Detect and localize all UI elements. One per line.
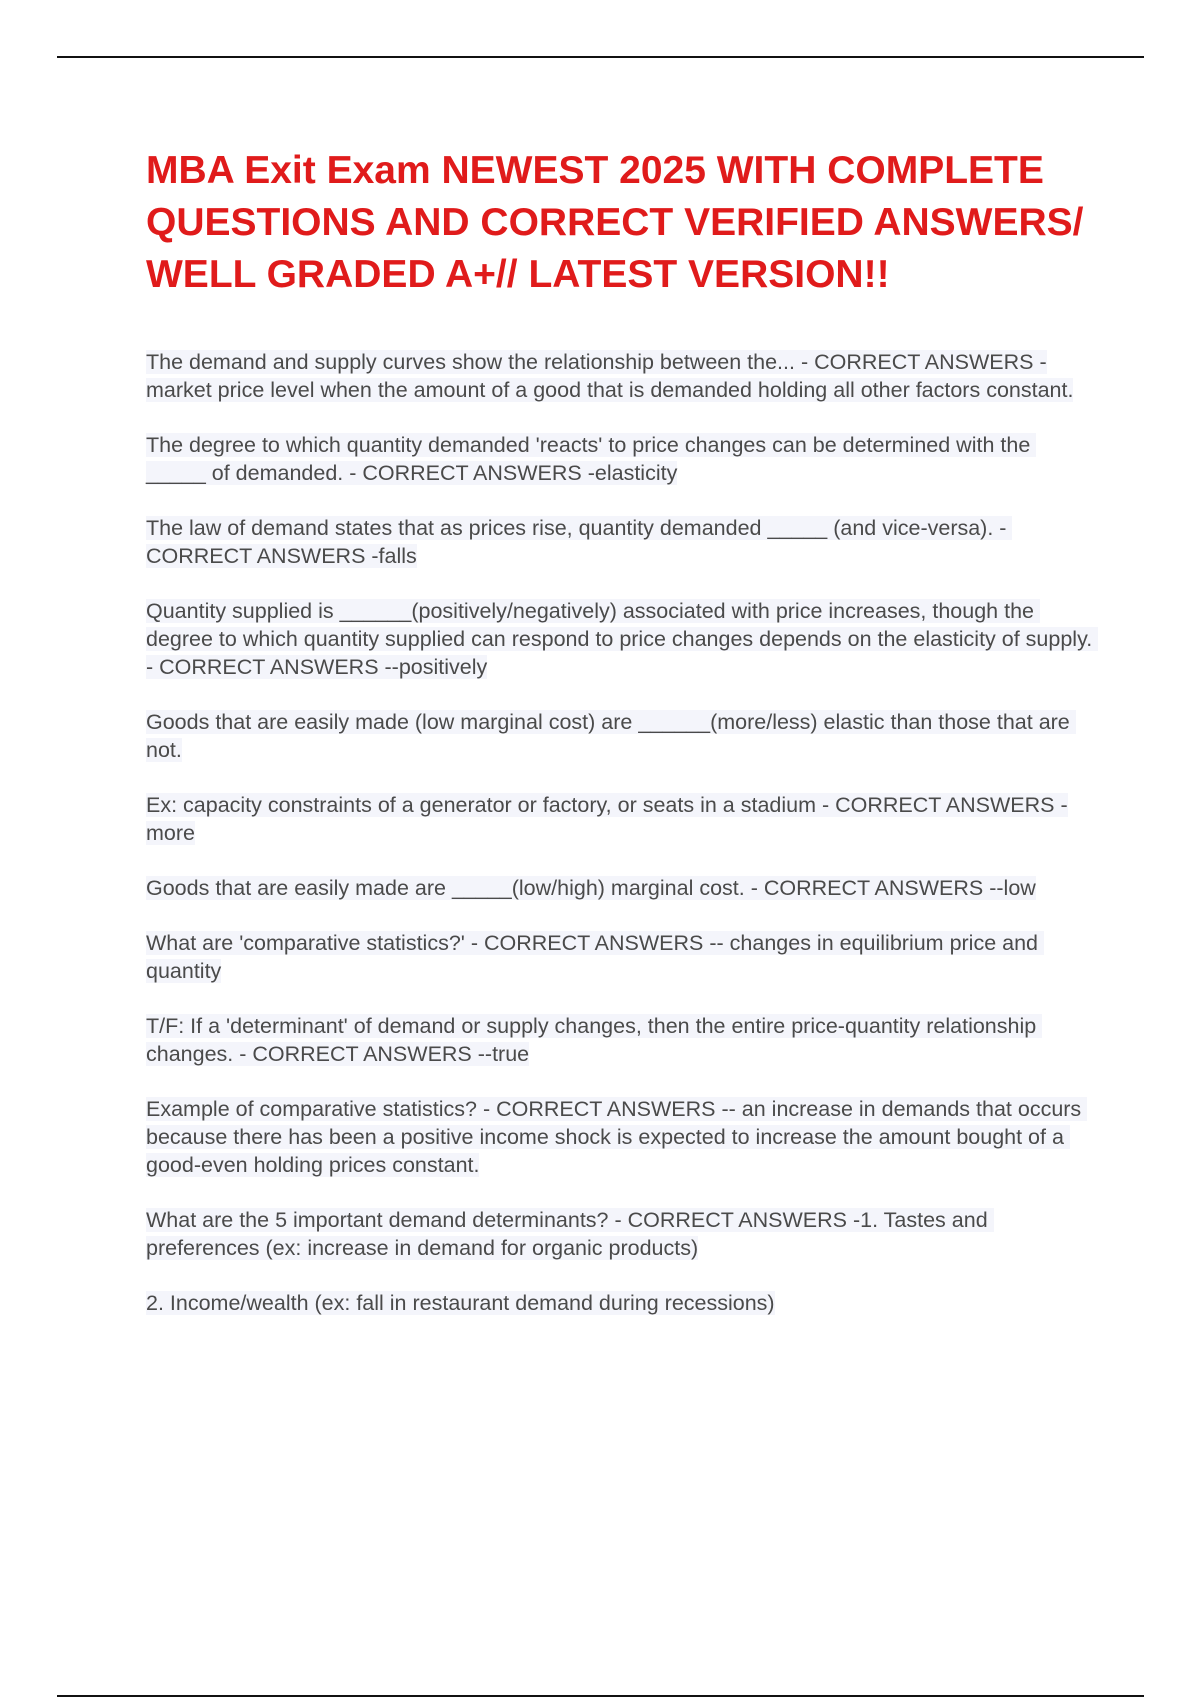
- qa-item-text: The degree to which quantity demanded 'reacts' to price changes can be determined with the _____ of demanded. - CORRECT ANSWERS -elasticity: [146, 433, 1037, 485]
- qa-item-text: Goods that are easily made are _____(low/high) marginal cost. - CORRECT ANSWERS --low: [146, 876, 1036, 900]
- qa-item: [146, 514, 1096, 570]
- qa-item: [146, 431, 1096, 487]
- footer-rule: [57, 1695, 1144, 1697]
- qa-item: [146, 597, 1099, 681]
- qa-list: [146, 348, 1099, 1317]
- qa-item-text: Example of comparative statistics? - CORRECT ANSWERS -- an increase in demands that occurs because there has been a positive income shock is expected to increase the amount bought of a good-even holding prices constant.: [146, 1097, 1088, 1177]
- document-title: MBA Exit Exam NEWEST 2025 WITH COMPLETE QUESTIONS AND CORRECT VERIFIED ANSWERS/ WELL GRADED A+// LATEST VERSION!!: [146, 149, 1084, 296]
- qa-item: [146, 791, 1096, 847]
- qa-item-text: What are 'comparative statistics?' - CORRECT ANSWERS -- changes in equilibrium price and quantity: [146, 931, 1044, 983]
- qa-item: [146, 929, 1096, 985]
- qa-item: [146, 1012, 1096, 1068]
- qa-item: [146, 1289, 1096, 1317]
- document-body: [146, 145, 1099, 1344]
- qa-item-text: The demand and supply curves show the relationship between the... - CORRECT ANSWERS -market price level when the amount of a good that is demanded holding all other factors constant.: [146, 350, 1074, 402]
- qa-item-text: Quantity supplied is ______(positively/negatively) associated with price increases, though the degree to which quantity supplied can respond to price changes depends on the elasticity of supply. - CORRECT ANSWERS --positively: [146, 599, 1099, 679]
- qa-item: [146, 1095, 1096, 1179]
- qa-item-text: T/F: If a 'determinant' of demand or supply changes, then the entire price-quantity relationship changes. - CORRECT ANSWERS --true: [146, 1014, 1043, 1066]
- qa-item: [146, 708, 1096, 764]
- qa-item-text: The law of demand states that as prices rise, quantity demanded _____ (and vice-versa). - CORRECT ANSWERS -falls: [146, 516, 1013, 568]
- header-rule: [57, 56, 1144, 58]
- qa-item: [146, 874, 1096, 902]
- qa-item-text: Goods that are easily made (low marginal cost) are ______(more/less) elastic than those that are not.: [146, 710, 1076, 762]
- qa-item: [146, 1206, 1096, 1262]
- qa-item-text: 2. Income/wealth (ex: fall in restaurant demand during recessions): [146, 1291, 775, 1315]
- qa-item: [146, 348, 1096, 404]
- qa-item-text: Ex: capacity constraints of a generator or factory, or seats in a stadium - CORRECT ANSWERS -more: [146, 793, 1068, 845]
- qa-item-text: What are the 5 important demand determinants? - CORRECT ANSWERS -1. Tastes and preferences (ex: increase in demand for organic products): [146, 1208, 994, 1260]
